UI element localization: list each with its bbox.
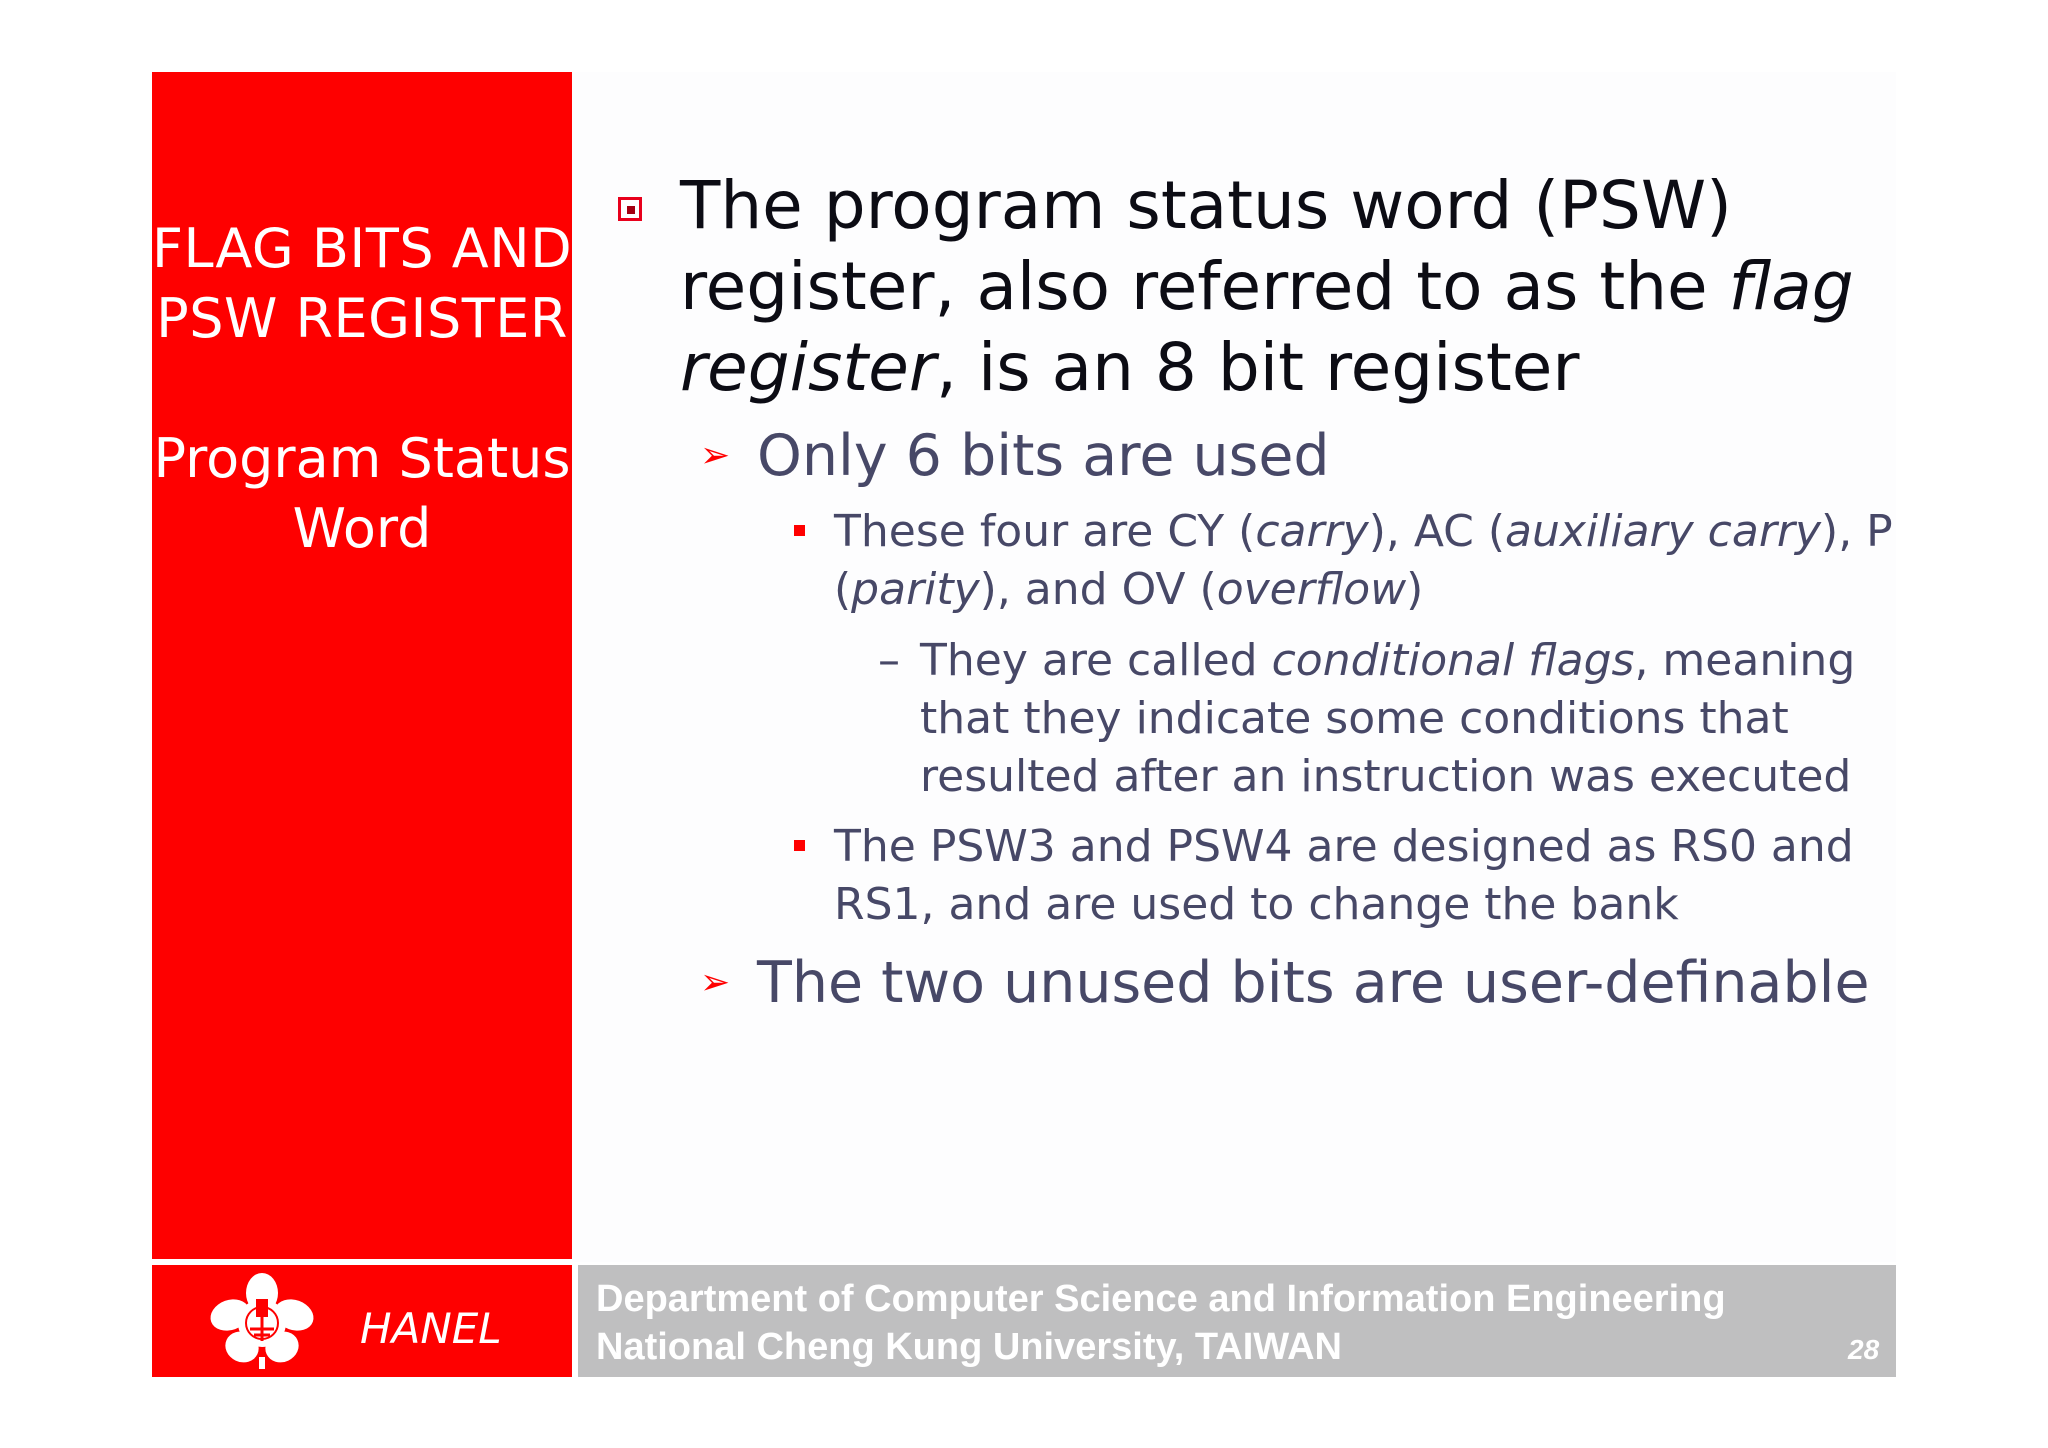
- section-subtitle-line1: Program Status: [153, 427, 571, 490]
- bullet-line: The PSW3 and PSW4 are designed as RS0 and: [834, 821, 1854, 872]
- hollow-square-bullet-icon: [618, 197, 642, 221]
- italic-run: flag: [1728, 248, 1854, 325]
- bullet-line: RS1, and are used to change the bank: [834, 879, 1679, 930]
- section-subtitle-line2: Word: [292, 497, 432, 560]
- italic-run: conditional flags: [1271, 635, 1635, 686]
- bullet-text: Only 6 bits are used: [757, 423, 1330, 489]
- bullet-text: [834, 503, 1893, 619]
- bullet-line: that they indicate some conditions that: [920, 693, 1789, 744]
- filled-square-bullet-icon: [794, 525, 805, 536]
- bullet-line: [920, 632, 1855, 690]
- dash-bullet-icon: –: [878, 635, 900, 686]
- italic-run: carry: [1255, 506, 1369, 557]
- bullet-text: [834, 818, 1854, 934]
- italic-run: parity: [851, 564, 980, 615]
- italic-run: overflow: [1216, 564, 1407, 615]
- section-title-line2: PSW REGISTER: [156, 287, 568, 350]
- bullet-text: [920, 632, 1855, 806]
- bullet-text: [680, 165, 1910, 408]
- footer-brand: HANEL: [360, 1304, 502, 1353]
- footer-university: National Cheng Kung University, TAIWAN: [596, 1326, 1342, 1368]
- footer-department: Department of Computer Science and Information Engineering: [596, 1278, 1726, 1320]
- text-run: ), and OV (: [979, 564, 1217, 615]
- arrowhead-bullet-icon: ➢: [700, 435, 731, 476]
- section-title: [152, 214, 572, 354]
- filled-square-bullet-icon: [794, 840, 805, 851]
- bullet-text: The two unused bits are user-definable: [757, 950, 1870, 1016]
- bullet-line: [680, 246, 1910, 327]
- text-run: , is an 8 bit register: [935, 329, 1580, 406]
- text-run: They are called: [920, 635, 1272, 686]
- bullet-line: The program status word (PSW): [680, 167, 1732, 244]
- text-run: register, also referred to as the: [680, 248, 1729, 325]
- bullet-line: [680, 327, 1910, 408]
- text-run: ), AC (: [1368, 506, 1506, 557]
- text-run: (: [834, 564, 852, 615]
- italic-run: register: [680, 329, 936, 406]
- text-run: ): [1406, 564, 1424, 615]
- section-subtitle: [152, 424, 572, 564]
- arrowhead-bullet-icon: ➢: [700, 962, 731, 1003]
- text-run: ), P: [1821, 506, 1893, 557]
- bullet-line: [834, 503, 1893, 561]
- text-run: , meaning: [1634, 635, 1856, 686]
- bullet-line: resulted after an instruction was executed: [920, 751, 1852, 802]
- text-run: These four are CY (: [834, 506, 1256, 557]
- page-number: 28: [1848, 1334, 1880, 1365]
- university-emblem-icon: [202, 1271, 322, 1371]
- bullet-line: [834, 561, 1893, 619]
- italic-run: auxiliary carry: [1505, 506, 1822, 557]
- section-title-line1: FLAG BITS AND: [152, 217, 573, 280]
